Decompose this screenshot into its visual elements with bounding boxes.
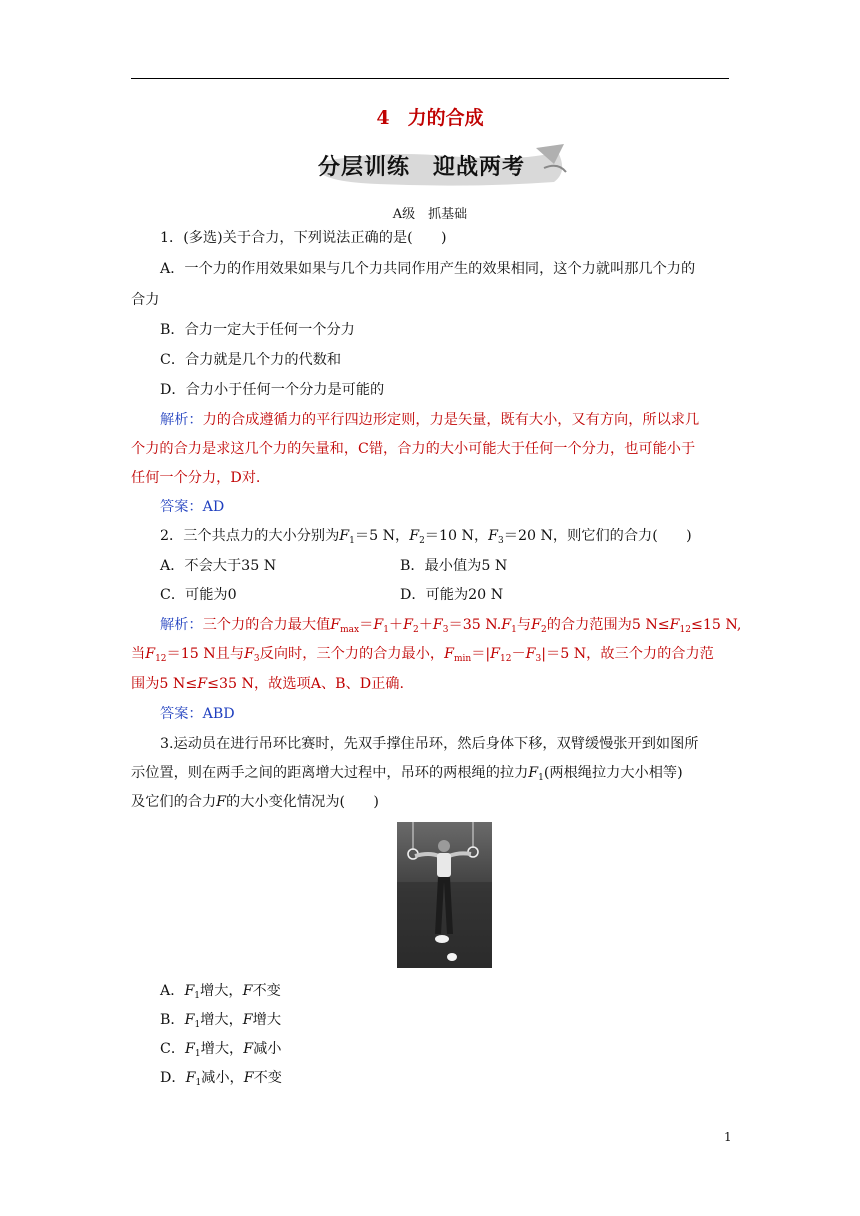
q2-answer-label: 答案： [160,706,203,722]
title-text: 力的合成 [407,107,484,129]
q2-stem-f2: ＝10 N， [424,528,489,544]
q2-stem-f1: ＝5 N， [354,528,410,544]
q2-analysis-line1: 解析：三个力的合力最大值$F_{max}=F_1+F_2+F_3=35$ $N.F_1$与$F_2$的合力范围为5 $N\le F_{12}\le 15$ N, [160,617,742,635]
q3-d-text2: 不变 [253,1070,282,1086]
q3-option-c: C．$F_1$增大，F减小 [160,1041,282,1059]
q1-option-c: C．合力就是几个力的代数和 [160,352,342,368]
q3-stem-line2: 示位置，则在两手之间的距离增大过程中，吊环的两根绳的拉力$F_1$(两根绳拉力大小相等) [131,765,683,783]
q3-d-text: 减小， [201,1070,244,1086]
q3-stem-line3: 及它们的合力F的大小变化情况为( ) [131,794,379,810]
q2-an2-f: |＝5 N，故三个力的合力范 [541,646,714,662]
q3-line2-b: (两根绳拉力大小相等) [543,765,683,781]
banner-text: 分层训练 迎战两考 [318,155,526,180]
q2-an3-b: ≤35 N，故选项A、B、D正确. [207,676,404,692]
q2-option-b: B．最小值为5 N [400,558,508,574]
q3-b-label: B． [160,1012,185,1028]
level-heading: A级 抓基础 [392,207,468,222]
q2-stem: 2．三个共点力的大小分别为$F_1=5$ N，$F_2=10$ N，$F_3=20$ N，则它们的合力( ) [160,528,692,546]
q3-c-text2: 减小 [253,1041,282,1057]
q3-c-text: 增大， [200,1041,244,1057]
q2-an3-a: 围为5 N≤ [131,676,198,692]
q3-option-a: A．$F_1$增大，F不变 [160,983,281,1001]
page-title [0,103,860,130]
q3-option-d: D．$F_1$减小，F不变 [160,1070,282,1088]
title-number: 4 [376,107,390,129]
q3-c-label: C． [160,1041,186,1057]
q2-option-d: D．可能为20 N [400,587,504,603]
q3-d-label: D． [160,1070,186,1086]
q2-option-c: C．可能为0 [160,587,237,603]
q3-b-text: 增大， [200,1012,243,1028]
q2-stem-f3: ＝20 N，则它们的合力( ) [503,528,692,544]
q3-a-label: A． [160,983,185,999]
q2-analysis-line2: 当$F_{12}=15$ N且与$F_3$反向时，三个力的合力最小，$F_{min}=|F_{12}-F_3|=5$ N，故三个力的合力范 [131,646,714,664]
q1-option-a-line2: 合力 [131,292,160,308]
q1-option-b: B．合力一定大于任何一个分力 [160,322,355,338]
q2-an2-c: 反向时，三个力的合力最小， [259,646,445,662]
q1-stem: 1．(多选)关于合力，下列说法正确的是( ) [160,230,447,246]
q2-answer-value: ABD [202,706,235,722]
q2-an2-d: ＝| [471,646,491,662]
gymnast-rings-photo [397,822,492,968]
q2-an1-b: ＝35 N. [448,617,502,633]
q1-option-a-line1: A．一个力的作用效果如果与几个力共同作用产生的效果相同，这个力就叫那几个力的 [160,261,696,277]
q1-answer [160,497,224,517]
header-rule [131,78,729,79]
q2-option-a: A．不会大于35 N [160,558,277,574]
q3-line2-a: 示位置，则在两手之间的距离增大过程中，吊环的两根绳的拉力 [131,765,529,781]
q1-analysis-label: 解析： [160,412,203,428]
q2-an1-c: 与 [516,617,532,633]
q1-analysis-line2: 个力的合力是求这几个力的矢量和，C错，合力的大小可能大于任何一个分力，也可能小于 [131,441,696,457]
q3-option-b: B．$F_1$增大，F增大 [160,1012,282,1030]
q2-an1-a: 三个力的合力最大值 [202,617,331,633]
q2-an2-b: ＝15 N且与 [166,646,245,662]
q2-an1-e: ≤15 N, [690,617,742,633]
q3-line3-a: 及它们的合力 [131,794,217,810]
q2-an1-d: 的合力范围为5 N≤ [546,617,670,633]
q2-stem-a: 2．三个共点力的大小分别为 [160,528,340,544]
q3-b-text2: 增大 [252,1012,282,1028]
q3-stem-line1: 3.运动员在进行吊环比赛时，先双手撑住吊环，然后身体下移，双臂缓慢张开到如图所 [160,736,699,752]
q2-analysis-label: 解析： [160,617,203,633]
section-banner [318,142,568,190]
q2-an2-e: － [511,646,526,662]
q1-answer-value: AD [202,499,225,515]
q1-analysis-line3: 任何一个分力，D对. [131,470,261,486]
q2-an2-a: 当 [131,646,146,662]
page-number: 1 [724,1130,732,1144]
q3-line3-b: 的大小变化情况为( ) [226,794,379,810]
q3-a-text2: 不变 [252,983,281,999]
q1-analysis-text1: 力的合成遵循力的平行四边形定则，力是矢量，既有大小，又有方向，所以求几 [202,412,700,428]
q1-option-d: D．合力小于任何一个分力是可能的 [160,382,385,398]
q2-answer [160,704,235,724]
q3-a-text: 增大， [200,983,243,999]
q2-analysis-line3: 围为5 N≤F≤35 N，故选项A、B、D正确. [131,676,404,692]
q1-analysis-line1 [160,410,699,430]
q1-answer-label: 答案： [160,499,203,515]
